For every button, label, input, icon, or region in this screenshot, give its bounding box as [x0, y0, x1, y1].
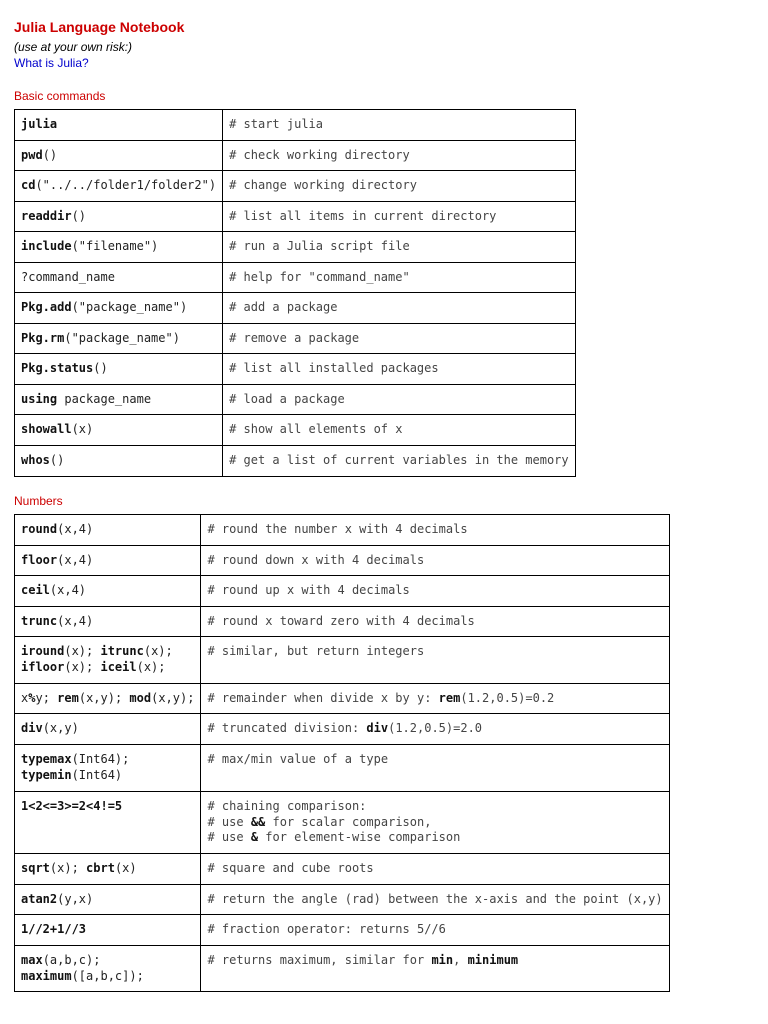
- plain-text: ,: [453, 953, 468, 967]
- cell-line: [21, 209, 216, 225]
- plain-text: (x);: [64, 644, 101, 658]
- table-row: [15, 576, 670, 607]
- plain-text: ("filename"): [71, 239, 159, 253]
- keyword-text: maximum: [21, 968, 72, 983]
- cell-line: # change working directory: [229, 178, 417, 192]
- table-row: [15, 171, 576, 202]
- what-is-julia-link[interactable]: What is Julia?: [14, 56, 89, 70]
- page-title: Julia Language Notebook: [14, 19, 185, 35]
- cell-line: [21, 768, 194, 784]
- plain-text: y;: [35, 691, 58, 705]
- cell-line: [21, 422, 216, 438]
- description-cell: [201, 885, 669, 915]
- command-cell: [15, 745, 201, 792]
- description-cell: [201, 792, 669, 854]
- command-cell: [15, 607, 201, 637]
- command-cell: [15, 946, 201, 992]
- cell-line: # show all elements of x: [229, 422, 403, 436]
- description-cell: [201, 576, 669, 607]
- keyword-text: minimum: [467, 953, 519, 967]
- plain-text: (): [49, 453, 65, 467]
- cell-line: [21, 953, 194, 969]
- cell-line: [21, 239, 216, 255]
- table-row: [15, 141, 576, 171]
- keyword-text: readdir: [21, 209, 72, 223]
- plain-text: (x,4): [57, 522, 94, 536]
- plain-text: ([a,b,c]);: [71, 968, 144, 983]
- plain-text: (x,y);: [151, 691, 195, 705]
- table-row: [15, 415, 576, 446]
- command-cell: [15, 446, 223, 477]
- table-row: [15, 946, 670, 992]
- cell-line: # start julia: [229, 117, 323, 131]
- plain-text: (a,b,c);: [42, 953, 101, 967]
- keyword-text: round: [21, 522, 58, 536]
- plain-text: x: [21, 691, 29, 705]
- command-cell: [15, 171, 223, 202]
- keyword-text: iround: [21, 644, 65, 658]
- description-cell: [201, 745, 669, 792]
- keyword-text: include: [21, 239, 72, 253]
- keyword-text: ceil: [21, 583, 50, 597]
- table-row: [15, 714, 670, 745]
- keyword-text: 1<2<=3>=2<4!=5: [21, 799, 123, 813]
- plain-text: (x,4): [49, 583, 87, 597]
- table-row: [15, 854, 670, 885]
- plain-text: (x,4): [57, 614, 94, 628]
- keyword-text: pwd: [21, 148, 43, 162]
- cell-line: [207, 691, 662, 707]
- cell-line: [21, 660, 194, 676]
- keyword-text: atan2: [21, 892, 58, 906]
- description-cell: [223, 141, 576, 171]
- keyword-text: &: [250, 830, 259, 844]
- cell-line: # max/min value of a type: [207, 752, 389, 766]
- plain-text: # use: [207, 830, 251, 844]
- command-cell: [15, 854, 201, 885]
- plain-text: (x): [114, 861, 137, 875]
- plain-text: (y,x): [57, 892, 94, 906]
- page-subtitle: (use at your own risk:): [14, 40, 133, 54]
- cell-line: [207, 953, 662, 969]
- description-cell: [223, 263, 576, 293]
- keyword-text: Pkg.rm: [21, 331, 65, 345]
- command-cell: [15, 684, 201, 714]
- command-cell: [15, 324, 223, 354]
- cell-line: [21, 361, 216, 377]
- cell-line: [21, 861, 194, 877]
- table-row: [15, 446, 576, 477]
- plain-text: for scalar comparison,: [265, 814, 432, 829]
- table-row: [15, 515, 670, 546]
- keyword-text: trunc: [21, 614, 58, 628]
- cell-line: # remove a package: [229, 331, 360, 345]
- description-cell: [223, 293, 576, 324]
- cell-line: # round down x with 4 decimals: [207, 553, 425, 567]
- table-row: [15, 202, 576, 232]
- command-cell: [15, 232, 223, 263]
- description-cell: [201, 684, 669, 714]
- plain-text: (x);: [64, 659, 101, 674]
- description-cell: [201, 915, 669, 946]
- command-cell: [15, 110, 223, 141]
- command-cell: [15, 141, 223, 171]
- command-cell: [15, 354, 223, 385]
- plain-text: ?command_name: [21, 270, 115, 284]
- description-cell: [223, 324, 576, 354]
- keyword-text: showall: [21, 422, 72, 436]
- plain-text: ("../../folder1/folder2"): [35, 178, 217, 192]
- table-row: [15, 354, 576, 385]
- cell-line: [21, 691, 194, 707]
- table-row: [15, 637, 670, 684]
- cell-line: [21, 922, 194, 938]
- plain-text: (): [93, 361, 108, 375]
- plain-text: (x);: [136, 659, 166, 674]
- description-cell: [223, 202, 576, 232]
- keyword-text: %: [28, 691, 36, 705]
- description-cell: [223, 354, 576, 385]
- keyword-text: ifloor: [21, 659, 65, 674]
- keyword-text: sqrt: [21, 861, 50, 875]
- cell-line: [21, 892, 194, 908]
- keyword-text: floor: [21, 553, 58, 567]
- keyword-text: rem: [57, 691, 79, 705]
- command-cell: [15, 576, 201, 607]
- cell-line: # fraction operator: returns 5//6: [207, 922, 446, 936]
- plain-text: (1.2,0.5)=0.2: [460, 691, 555, 705]
- command-cell: [15, 293, 223, 324]
- plain-text: (x);: [49, 861, 87, 875]
- cell-line: [21, 148, 216, 164]
- cell-line: # round up x with 4 decimals: [207, 583, 410, 597]
- description-cell: [223, 446, 576, 477]
- plain-text: (x);: [143, 644, 173, 658]
- cell-line: [21, 331, 216, 347]
- cell-line: [207, 830, 662, 846]
- cell-line: # load a package: [229, 392, 345, 406]
- plain-text: (): [42, 148, 58, 162]
- keyword-text: whos: [21, 453, 50, 467]
- keyword-text: div: [366, 721, 389, 735]
- plain-text: # truncated division:: [207, 721, 367, 735]
- description-cell: [223, 232, 576, 263]
- cell-line: [21, 583, 194, 599]
- command-cell: [15, 637, 201, 684]
- keyword-text: div: [21, 721, 43, 735]
- cell-line: [21, 178, 216, 194]
- command-cell: [15, 714, 201, 745]
- cell-line: [21, 614, 194, 630]
- command-cell: [15, 385, 223, 415]
- table-row: [15, 546, 670, 576]
- table-row: [15, 232, 576, 263]
- table-row: [15, 607, 670, 637]
- plain-text: # use: [207, 814, 251, 829]
- cell-line: [21, 117, 216, 133]
- plain-text: (1.2,0.5)=2.0: [388, 721, 483, 735]
- command-cell: [15, 792, 201, 854]
- table-row: [15, 110, 576, 141]
- description-cell: [201, 607, 669, 637]
- cell-line: [21, 553, 194, 569]
- cell-line: # run a Julia script file: [229, 239, 410, 253]
- cell-line: [207, 815, 662, 831]
- table-row: [15, 745, 670, 792]
- keyword-text: Pkg.status: [21, 361, 94, 375]
- cell-line: # return the angle (rad) between the x-axis and the point (x,y): [207, 892, 663, 906]
- plain-text: (Int64);: [71, 752, 130, 766]
- cell-line: [21, 969, 194, 985]
- keyword-text: julia: [21, 117, 58, 131]
- cell-line: # check working directory: [229, 148, 410, 162]
- command-cell: [15, 415, 223, 446]
- cell-line: # add a package: [229, 300, 338, 314]
- keyword-text: typemin: [21, 767, 72, 782]
- table-row: [15, 324, 576, 354]
- plain-text: ("package_name"): [64, 331, 180, 345]
- cell-line: [21, 392, 216, 408]
- cell-line: [21, 522, 194, 538]
- keyword-text: using: [21, 392, 58, 406]
- table-row: [15, 385, 576, 415]
- keyword-text: cd: [21, 178, 36, 192]
- plain-text: (): [71, 209, 87, 223]
- keyword-text: Pkg.add: [21, 300, 72, 314]
- keyword-text: typemax: [21, 752, 72, 766]
- cell-line: [21, 453, 216, 469]
- cell-line: # list all installed packages: [229, 361, 439, 375]
- cell-line: # help for "command_name": [229, 270, 410, 284]
- cell-line: [21, 752, 194, 768]
- section-heading-numbers: Numbers: [14, 494, 63, 508]
- numbers-table: [14, 514, 670, 992]
- command-cell: [15, 515, 201, 546]
- section-heading-basic-commands: Basic commands: [14, 89, 106, 103]
- plain-text: # returns maximum, similar for: [207, 953, 432, 967]
- basic-commands-table: [14, 109, 576, 477]
- cell-line: [207, 721, 662, 737]
- table-row: [15, 684, 670, 714]
- description-cell: [201, 546, 669, 576]
- command-cell: [15, 546, 201, 576]
- description-cell: [223, 110, 576, 141]
- plain-text: (x,y);: [78, 691, 130, 705]
- keyword-text: cbrt: [86, 861, 115, 875]
- keyword-text: iceil: [100, 659, 137, 674]
- cell-line: [21, 644, 194, 660]
- description-cell: [201, 854, 669, 885]
- plain-text: ("package_name"): [71, 300, 188, 314]
- table-row: [15, 885, 670, 915]
- command-cell: [15, 915, 201, 946]
- keyword-text: min: [431, 953, 454, 967]
- keyword-text: 1//2+1//3: [21, 922, 87, 936]
- cell-line: # chaining comparison:: [207, 799, 367, 813]
- cell-line: # get a list of current variables in the memory: [229, 453, 569, 467]
- cell-line: # similar, but return integers: [207, 644, 425, 658]
- command-cell: [15, 885, 201, 915]
- cell-line: [21, 799, 194, 815]
- plain-text: (x): [71, 422, 94, 436]
- plain-text: (x,4): [57, 553, 94, 567]
- plain-text: for element-wise comparison: [258, 830, 461, 844]
- cell-line: [21, 721, 194, 737]
- keyword-text: max: [21, 953, 43, 967]
- keyword-text: &&: [250, 814, 266, 829]
- cell-line: # list all items in current directory: [229, 209, 497, 223]
- plain-text: (x,y): [42, 721, 79, 735]
- description-cell: [223, 415, 576, 446]
- keyword-text: mod: [129, 691, 152, 705]
- description-cell: [223, 171, 576, 202]
- table-row: [15, 293, 576, 324]
- description-cell: [201, 714, 669, 745]
- plain-text: package_name: [57, 392, 152, 406]
- keyword-text: rem: [438, 691, 461, 705]
- cell-line: # square and cube roots: [207, 861, 374, 875]
- table-row: [15, 792, 670, 854]
- table-row: [15, 263, 576, 293]
- table-row: [15, 915, 670, 946]
- description-cell: [201, 946, 669, 992]
- command-cell: [15, 202, 223, 232]
- plain-text: (Int64): [71, 767, 123, 782]
- keyword-text: itrunc: [100, 644, 144, 658]
- plain-text: # remainder when divide x by y:: [207, 691, 439, 705]
- cell-line: # round x toward zero with 4 decimals: [207, 614, 475, 628]
- description-cell: [201, 637, 669, 684]
- cell-line: [21, 300, 216, 316]
- cell-line: # round the number x with 4 decimals: [207, 522, 468, 536]
- command-cell: [15, 263, 223, 293]
- cell-line: [21, 270, 216, 286]
- description-cell: [201, 515, 669, 546]
- description-cell: [223, 385, 576, 415]
